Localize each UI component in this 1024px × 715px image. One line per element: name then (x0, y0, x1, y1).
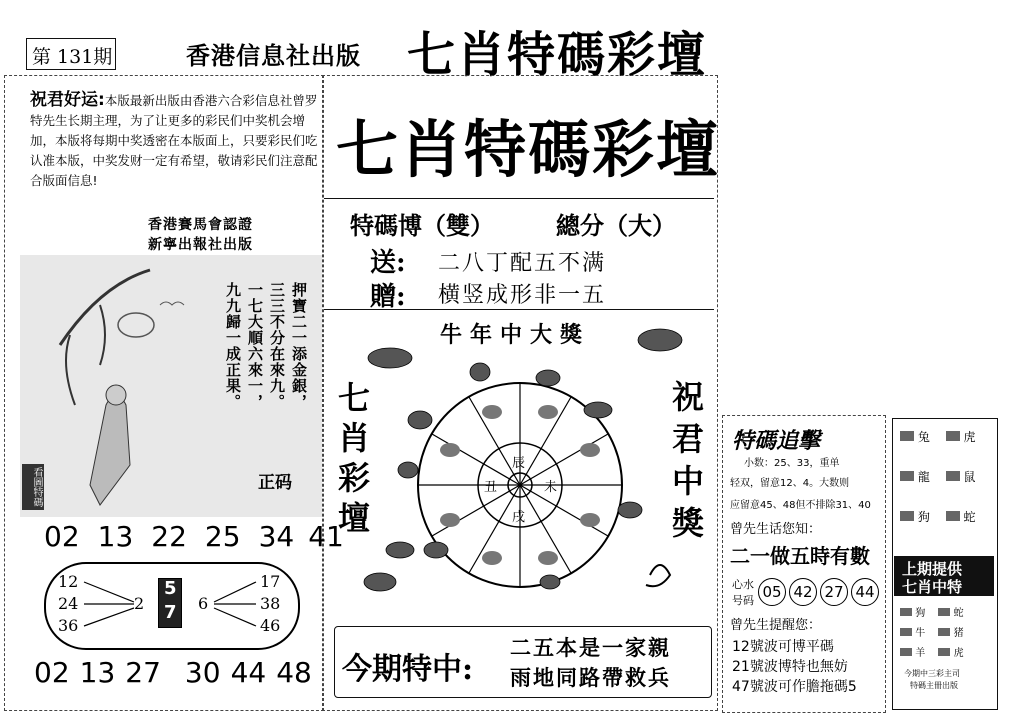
special-line-rule (324, 198, 714, 199)
side-animal: 猪 (953, 628, 964, 639)
oval-right-2: 38 (260, 594, 281, 613)
side-row-3 (900, 508, 990, 525)
oval-right-1: 17 (260, 572, 281, 591)
current-issue-line-2: 雨地同路帶救兵 (510, 665, 671, 690)
tip-3: 47號波可作膽拖碼5 (732, 679, 857, 695)
side-animal: 蛇 (953, 608, 964, 619)
number-cell: 02 (34, 656, 70, 689)
oval-center-right: 6 (198, 594, 209, 613)
number-cell: 27 (125, 656, 161, 689)
tip-1: 12號波可博平碼 (732, 639, 834, 655)
heart-number: 42 (789, 578, 817, 606)
heart-label-2: 号码 (732, 594, 754, 607)
luck-body: 本版最新出版由香港六合彩信息社曾罗特先生长期主理，为了让更多的彩民们中奖机会增加，本版将每期中奖透密在本版面上，只要彩民们吃认准本版，中奖发财一定有希望，敬请彩民们注意配合版面信息! (30, 93, 318, 188)
current-issue-label: 今期特中: (342, 652, 474, 687)
oval-center-box-top: 5 (164, 578, 177, 599)
poem-col-4: 九九歸一成正果。 (224, 282, 242, 410)
side-animal: 鼠 (963, 470, 976, 484)
side-animal: 狗 (917, 510, 930, 524)
gift-text: 横竖成形非一五 (438, 283, 607, 308)
pursuit-line-1: 小数：25、33，重单 (744, 458, 840, 469)
side-row-2 (900, 468, 990, 485)
oval-left-1: 12 (58, 572, 79, 591)
top-title: 七肖特碼彩壇 (407, 27, 708, 83)
cert-line-1: 香港賽馬會認證 (148, 217, 253, 233)
side-row-1 (900, 428, 990, 445)
numbers-row-2 (34, 656, 312, 689)
side-footer-2: 特碼主冊出版 (910, 681, 958, 690)
send-rule (324, 309, 714, 310)
hub-label-3: 戌 (512, 510, 526, 525)
number-cell: 48 (276, 656, 312, 689)
send-text: 二八丁配五不满 (438, 251, 607, 276)
heart-label-1: 心水 (732, 578, 754, 591)
poem-col-2: 三三不分在來九。 (268, 282, 286, 410)
number-cell: 22 (151, 520, 187, 553)
pursuit-big-hint: 二一做五時有數 (730, 544, 870, 568)
pursuit-line-3: 应留意45、48但不排除31、40 (730, 500, 871, 511)
number-cell: 25 (204, 520, 241, 553)
side-animal: 虎 (953, 648, 964, 659)
number-cell: 13 (97, 520, 134, 553)
prev-label-2: 七肖中特 (902, 578, 963, 596)
side-bottom-row-3 (900, 644, 990, 659)
remind-label: 曾先生提醒您： (730, 618, 822, 633)
heart-numbers (758, 578, 882, 606)
special-label: 特碼博（雙） (350, 211, 494, 240)
hub-label-2: 未 (544, 480, 558, 495)
hub-label-4: 丑 (484, 480, 498, 495)
number-cell: 34 (258, 520, 295, 553)
side-animal: 牛 (915, 628, 926, 639)
send-label: 送: (370, 248, 406, 278)
number-cell: 41 (308, 520, 344, 553)
pursuit-title: 特碼追擊 (732, 428, 821, 454)
tree-illustration (40, 265, 210, 510)
publisher-name: 香港信息社出版 (186, 41, 361, 70)
gift-label: 贈: (370, 282, 406, 312)
numbers-row-1 (44, 520, 344, 553)
tip-2: 21號波博特也無妨 (732, 659, 848, 675)
poem-stamp: 看圖特碼 (22, 464, 44, 510)
oval-right-3: 46 (260, 616, 281, 635)
number-cell: 02 (44, 520, 80, 553)
side-animal: 蛇 (963, 510, 976, 524)
prev-label-1: 上期提供 (902, 560, 963, 578)
cert-line-2: 新寧出報社出版 (148, 237, 253, 253)
current-issue-line-1: 二五本是一家親 (510, 635, 671, 660)
wheel-top-text: 牛年中大獎 (440, 322, 591, 348)
oval-center-left: 2 (134, 594, 145, 613)
oval-center-box-bottom: 7 (164, 602, 177, 623)
heart-number: 05 (758, 578, 786, 606)
poem-footer: 正码 (258, 473, 292, 493)
side-animal: 狗 (915, 608, 926, 619)
hub-label-1: 辰 (512, 456, 526, 471)
number-cell: 44 (230, 656, 267, 689)
wheel-left-text: 七肖彩壇 (338, 379, 371, 537)
side-animal: 兔 (917, 430, 930, 444)
total-label: 總分（大） (556, 211, 676, 240)
side-bottom-row-2 (900, 624, 990, 639)
side-animal: 龍 (917, 470, 930, 484)
heart-number: 44 (851, 578, 879, 606)
number-cell: 30 (184, 656, 221, 689)
animal-decorations (360, 320, 700, 620)
side-footer-1: 今期中三彩主司 (904, 669, 960, 678)
pursuit-line-2: 轻双，留意12、4。大数则 (730, 478, 850, 489)
luck-heading: 祝君好运: (30, 90, 105, 110)
poem-col-1: 押寶二一添金銀， (290, 282, 308, 410)
poem-col-3: 一七大順六來一， (246, 282, 264, 410)
luck-box (30, 90, 320, 210)
oval-left-2: 24 (58, 594, 79, 613)
heart-number: 27 (820, 578, 848, 606)
side-animal: 虎 (963, 430, 976, 444)
side-animal: 羊 (915, 648, 926, 659)
pursuit-hint-label: 曾先生话您知： (730, 522, 822, 537)
oval-left-3: 36 (58, 616, 79, 635)
number-cell: 13 (79, 656, 116, 689)
issue-number: 第 131期 (32, 46, 113, 68)
main-title: 七肖特碼彩壇 (336, 113, 721, 186)
wheel-right-text: 祝君中獎 (672, 378, 705, 542)
side-bottom-row-1 (900, 604, 990, 619)
